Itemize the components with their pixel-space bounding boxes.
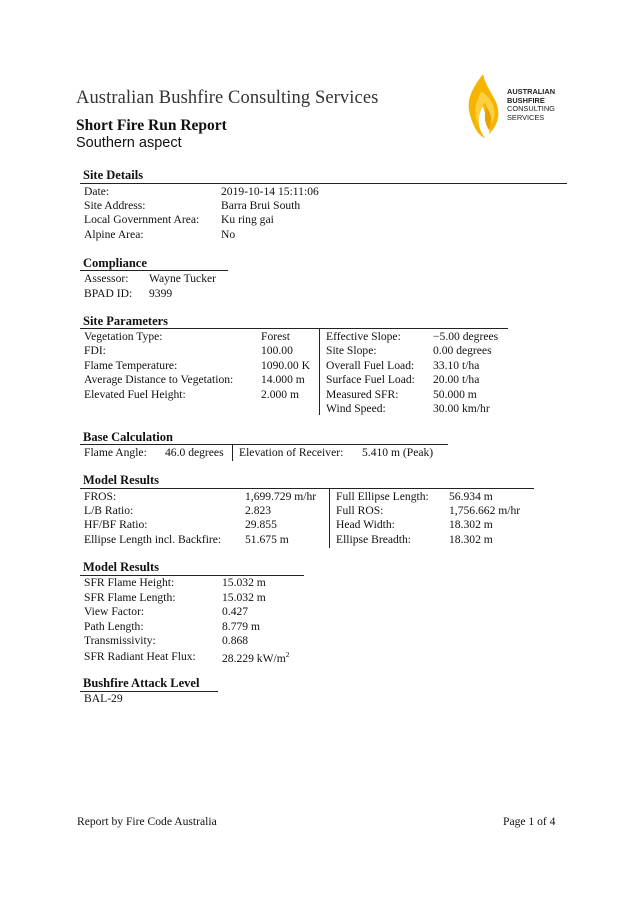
flame-logo-icon [463,72,503,140]
radiant-results-heading: Model Results [83,560,160,574]
radiant-value: 15.032 m [222,591,266,604]
site-details-label: Local Government Area: [84,213,200,226]
model-result-value: 1,699.729 m/hr [245,490,317,503]
model-result-label: Full ROS: [336,504,384,517]
site-param-label: FDI: [84,344,106,357]
flame-angle-value: 46.0 degrees [165,446,224,459]
model-result-label: L/B Ratio: [84,504,134,517]
site-details-value: No [221,228,236,241]
radiant-heat-flux-number: 28.229 kW/m [222,651,286,665]
model-results-rule [80,488,534,489]
model-result-value: 2.823 [245,504,272,517]
site-details-label: Alpine Area: [84,228,144,241]
site-param-label: Vegetation Type: [84,330,163,343]
site-details-rule [80,183,567,184]
site-param-label: Site Slope: [326,344,377,357]
radiant-label: View Factor: [84,605,145,618]
site-param-label: Effective Slope: [326,330,401,343]
radiant-label: Path Length: [84,620,144,633]
logo-line-4: SERVICES [507,112,545,122]
elevation-value: 5.410 m (Peak) [362,446,434,459]
site-param-value: 100.00 [261,344,293,357]
compliance-value: 9399 [149,287,173,300]
site-details-value: Ku ring gai [221,213,274,226]
model-result-value: 29.855 [245,518,277,531]
radiant-value: 15.032 m [222,576,266,589]
model-result-label: FROS: [84,490,117,503]
site-param-label: Flame Temperature: [84,359,178,372]
radiant-value: 8.779 m [222,620,261,633]
compliance-label: BPAD ID: [84,287,133,300]
compliance-value: Wayne Tucker [149,272,217,285]
model-result-label: Ellipse Length incl. Backfire: [84,533,222,546]
company-name: Australian Bushfire Consulting Services [76,88,379,108]
site-param-label: Elevated Fuel Height: [84,388,186,401]
squared-superscript: 2 [285,650,290,659]
bal-value: BAL-29 [84,692,123,705]
site-parameters-rule [80,328,508,329]
logo-line-3: CONSULTING [507,104,555,114]
site-details-label: Date: [84,185,110,198]
site-details-heading: Site Details [83,168,144,182]
base-calculation-divider [232,444,233,461]
site-param-value: 1090.00 K [261,359,310,372]
radiant-value: 0.427 [222,605,249,618]
radiant-heat-flux-value [222,650,290,665]
report-title: Short Fire Run Report [76,117,227,134]
model-result-label: HF/BF Ratio: [84,518,148,531]
page-number: Page 1 of 4 [503,815,556,828]
model-result-label: Full Ellipse Length: [336,490,429,503]
logo-line-1: AUSTRALIAN [507,87,556,96]
model-results-divider [329,488,330,548]
site-parameters-divider [319,328,320,415]
site-param-label: Wind Speed: [326,402,386,415]
site-details-value: Barra Brui South [221,199,301,212]
compliance-rule [80,270,228,271]
site-parameters-heading: Site Parameters [83,314,169,328]
model-result-value: 1,756.662 m/hr [449,504,521,517]
site-param-value: 33.10 t/ha [433,359,480,372]
radiant-label: Transmissivity: [84,634,156,647]
model-result-value: 18.302 m [449,533,493,546]
base-calculation-heading: Base Calculation [83,430,173,444]
logo-line-2: BUSHFIRE [507,95,545,105]
site-param-value: 14.000 m [261,373,305,386]
site-param-label: Average Distance to Vegetation: [84,373,234,386]
site-param-value: 0.00 degrees [433,344,492,357]
site-details-label: Site Address: [84,199,146,212]
model-results-heading: Model Results [83,473,160,487]
model-result-value: 18.302 m [449,518,493,531]
model-result-value: 51.675 m [245,533,289,546]
elevation-label: Elevation of Receiver: [239,446,344,459]
model-result-label: Head Width: [336,518,395,531]
site-param-value: Forest [261,330,290,343]
base-calculation-rule [80,444,448,445]
radiant-value: 0.868 [222,634,249,647]
site-param-label: Measured SFR: [326,388,399,401]
site-param-label: Overall Fuel Load: [326,359,415,372]
site-param-value: −5.00 degrees [433,330,499,343]
site-param-value: 50.000 m [433,388,477,401]
site-param-value: 20.00 t/ha [433,373,480,386]
report-subtitle: Southern aspect [76,135,182,151]
compliance-label: Assessor: [84,272,129,285]
radiant-label: SFR Radiant Heat Flux: [84,650,196,663]
radiant-label: SFR Flame Length: [84,591,176,604]
footer-credit: Report by Fire Code Australia [77,815,217,828]
site-param-label: Surface Fuel Load: [326,373,415,386]
flame-angle-label: Flame Angle: [84,446,147,459]
radiant-label: SFR Flame Height: [84,576,175,589]
site-details-value: 2019-10-14 15:11:06 [221,185,319,198]
bal-heading: Bushfire Attack Level [83,676,200,690]
site-param-value: 2.000 m [261,388,300,401]
compliance-heading: Compliance [83,256,147,270]
logo-text [507,88,555,122]
site-param-value: 30.00 km/hr [433,402,490,415]
model-result-label: Ellipse Breadth: [336,533,412,546]
model-result-value: 56.934 m [449,490,493,503]
company-logo [463,72,573,142]
